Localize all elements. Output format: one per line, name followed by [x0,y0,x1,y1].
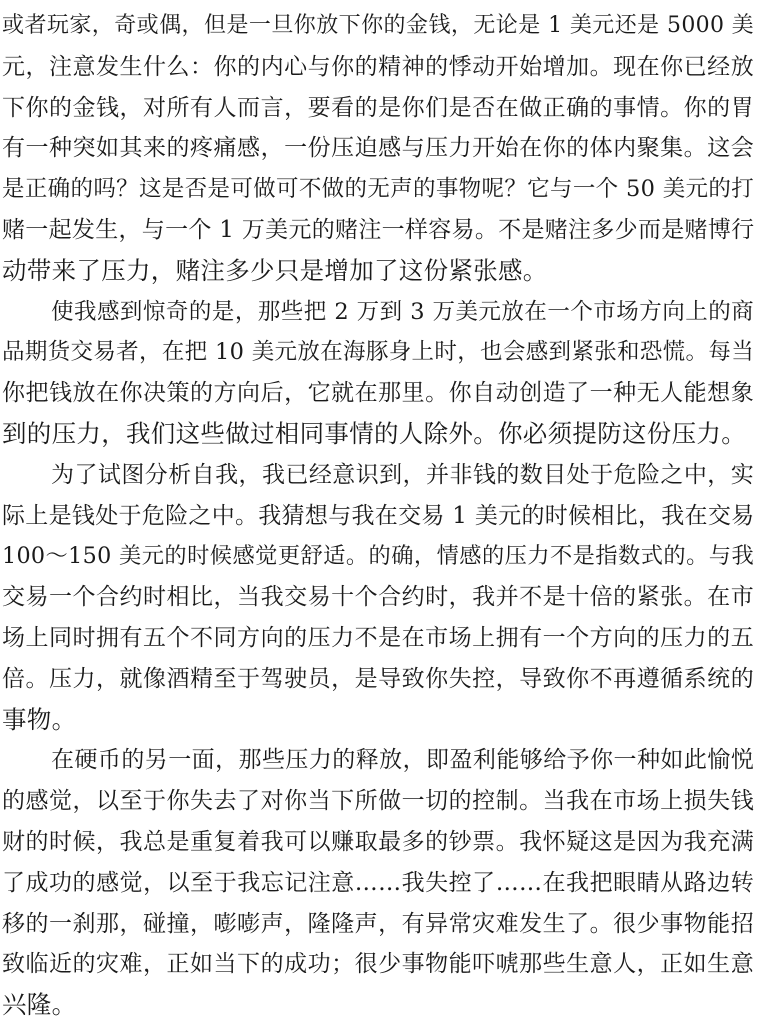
text-line: 移的一刹那，碰撞，嘭嘭声，隆隆声，有异常灾难发生了。很少事物能招 [2,910,754,937]
text-line: 100～150 美元的时候感觉更舒适。的确，情感的压力不是指数式的。与我 [2,543,754,570]
text-line: 或者玩家，奇或偶，但是一旦你放下你的金钱，无论是 1 美元还是 5000 美 [2,13,754,38]
text-line: 了成功的感觉，以至于我忘记注意……我失控了……在我把眼睛从路边转 [2,869,754,896]
paragraph-2 [2,292,754,455]
text-line: 到的压力，我们这些做过相同事情的人除外。你必须提防这份压力。 [2,418,746,448]
text-line: 有一种突如其来的疼痛感，一份压迫感与压力开始在你的体内聚集。这会 [2,135,754,162]
text-line: 事物。 [2,704,77,734]
text-line: 你把钱放在你决策的方向后，它就在那里。你自动创造了一种无人能想象 [2,380,754,407]
paragraph-1 [2,6,754,292]
paragraph-3 [2,455,754,741]
text-line: 财的时候，我总是重复着我可以赚取最多的钞票。我怀疑这是因为我充满 [2,828,754,855]
text-line: 倍。压力，就像酒精至于驾驶员，是导致你失控，导致你不再遵循系统的 [2,665,754,692]
text-line: 场上同时拥有五个不同方向的压力不是在市场上拥有一个方向的压力的五 [2,624,754,651]
text-line: 使我感到惊奇的是，那些把 2 万到 3 万美元放在一个市场方向上的商 [51,298,754,325]
text-line: 元，注意发生什么：你的内心与你的精神的悸动开始增加。现在你已经放 [2,53,754,80]
text-line: 在硬币的另一面，那些压力的释放，即盈利能够给予你一种如此愉悦 [51,747,754,774]
text-line: 兴隆。 [2,990,77,1020]
text-line: 是正确的吗？这是否是可做可不做的无声的事物呢？它与一个 50 美元的打 [2,176,754,203]
text-line: 际上是钱处于危险之中。我猜想与我在交易 1 美元的时候相比，我在交易 [2,502,754,529]
text-line: 动带来了压力，赌注多少只是增加了这份紧张感。 [2,255,548,285]
text-line: 为了试图分析自我，我已经意识到，并非钱的数目处于危险之中，实 [51,461,754,488]
text-line: 致临近的灾难，正如当下的成功；很少事物能吓唬那些生意人，正如生意 [2,951,754,978]
text-line: 下你的金钱，对所有人而言，要看的是你们是否在做正确的事情。你的胃 [2,94,754,121]
text-line: 交易一个合约时相比，当我交易十个合约时，我并不是十倍的紧张。在市 [2,584,754,611]
text-line: 的感觉，以至于你失去了对你当下所做一切的控制。当我在市场上损失钱 [2,788,754,815]
text-line: 品期货交易者，在把 10 美元放在海豚身上时，也会感到紧张和恐慌。每当 [2,339,754,366]
paragraph-4 [2,740,754,1026]
text-line: 赌一起发生，与一个 1 万美元的赌注一样容易。不是赌注多少而是赌博行 [2,216,754,243]
